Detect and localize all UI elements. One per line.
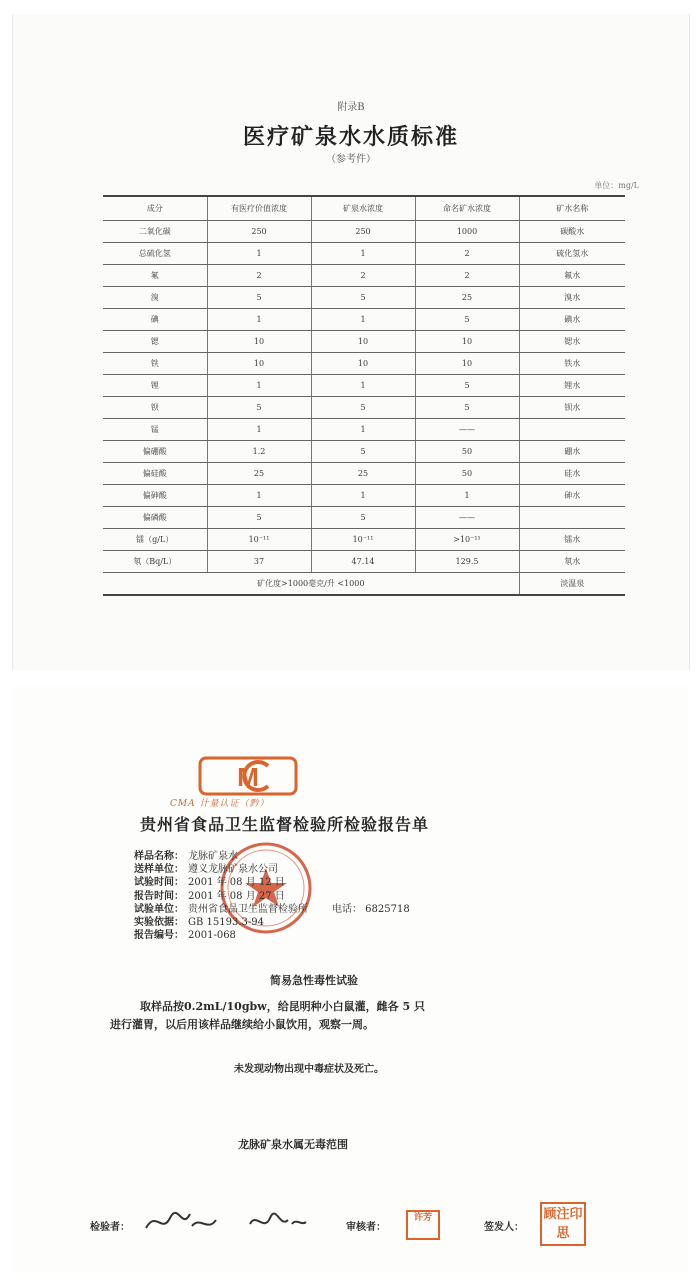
- table-cell: 250: [311, 221, 415, 243]
- appendix-label: 附录B: [337, 102, 365, 113]
- table-row: [103, 463, 625, 485]
- issuer-stamp: 顾注印思: [540, 1202, 586, 1246]
- table-cell: 二氧化碳: [103, 221, 207, 243]
- table-cell: 铁: [103, 353, 207, 375]
- table-cell: 总硫化氢: [103, 243, 207, 265]
- table-footer-row: [103, 573, 625, 596]
- table-cell: >10⁻¹¹: [415, 529, 519, 551]
- header-cell: 命名矿水浓度: [415, 196, 519, 221]
- cma-logo: [198, 756, 298, 796]
- table-row: [103, 419, 625, 441]
- table-row: [103, 375, 625, 397]
- info-row-sample: 样品名称： 龙脉矿泉水: [134, 851, 238, 862]
- table-cell: 10: [415, 353, 519, 375]
- table-cell: [519, 419, 625, 441]
- inspector-signature-icon: [142, 1204, 312, 1240]
- table-cell: 47.14: [311, 551, 415, 573]
- table-cell: 锰: [103, 419, 207, 441]
- table-cell: ——: [415, 507, 519, 529]
- table-cell: 氡（Bq/L）: [103, 551, 207, 573]
- issuer-label: 签发人：: [484, 1222, 524, 1233]
- table-cell: 1: [207, 375, 311, 397]
- table-cell: 10⁻¹¹: [207, 529, 311, 551]
- report-title: 贵州省食品卫生监督检验所检验报告单: [140, 815, 430, 834]
- table-cell: 5: [207, 287, 311, 309]
- table-cell: 偏磷酸: [103, 507, 207, 529]
- table-row: [103, 353, 625, 375]
- table-cell: 1: [311, 309, 415, 331]
- table-cell: 5: [415, 397, 519, 419]
- table-row: [103, 485, 625, 507]
- table-row: [103, 221, 625, 243]
- table-cell: 溴: [103, 287, 207, 309]
- table-cell: 1.2: [207, 441, 311, 463]
- table-cell: 硅水: [519, 463, 625, 485]
- table-cell: 50: [415, 441, 519, 463]
- table-cell: 25: [311, 463, 415, 485]
- info-row-test-unit: 试验单位： 贵州省食品卫生监督检验所 电话： 6825718: [134, 903, 410, 915]
- observation-text: 未发现动物出现中毒症状及死亡。: [234, 1064, 384, 1075]
- table-cell: 锶水: [519, 331, 625, 353]
- cma-caption: CMA 计量认证（黔）: [170, 799, 270, 809]
- table-header-row: [103, 196, 625, 221]
- table-row: [103, 397, 625, 419]
- table-cell: 砷水: [519, 485, 625, 507]
- info-row-sender: 送样单位： 遵义龙脉矿泉水公司: [134, 864, 278, 876]
- table-cell: 氟: [103, 265, 207, 287]
- table-cell: 1: [311, 419, 415, 441]
- table-cell: 氟水: [519, 265, 625, 287]
- table-cell: 5: [311, 397, 415, 419]
- table-cell: 硫化氢水: [519, 243, 625, 265]
- table-cell: 锶: [103, 331, 207, 353]
- table-row: [103, 331, 625, 353]
- table-cell: 10: [415, 331, 519, 353]
- table-cell: 1: [415, 485, 519, 507]
- table-cell: 1: [207, 485, 311, 507]
- table-cell: 5: [311, 507, 415, 529]
- table-cell: 250: [207, 221, 311, 243]
- table-row: [103, 243, 625, 265]
- table-cell: 50: [415, 463, 519, 485]
- table-cell: 10: [207, 331, 311, 353]
- table-cell: 5: [311, 441, 415, 463]
- header-cell: 矿水名称: [519, 196, 625, 221]
- table-cell: 5: [207, 397, 311, 419]
- report-sheet: [12, 686, 688, 1272]
- table-cell: [519, 507, 625, 529]
- info-row-report-number: 报告编号： 2001-068: [134, 930, 236, 942]
- svg-text:M: M: [237, 762, 259, 792]
- header-cell: 成分: [103, 196, 207, 221]
- table-cell: 37: [207, 551, 311, 573]
- table-row: [103, 551, 625, 573]
- conclusion-text: 龙脉矿泉水属无毒范围: [238, 1138, 348, 1151]
- table-cell: 129.5: [415, 551, 519, 573]
- table-row: [103, 265, 625, 287]
- table-cell: 10: [207, 353, 311, 375]
- table-cell: 25: [207, 463, 311, 485]
- unit-note: 单位：mg/L: [594, 181, 639, 190]
- table-row: [103, 287, 625, 309]
- table-cell: 镭水: [519, 529, 625, 551]
- appendix-subtitle: （参考件）: [326, 154, 376, 165]
- phone-number: 电话： 6825718: [332, 903, 410, 915]
- table-cell: 淡温泉: [519, 573, 625, 596]
- table-cell: 1: [207, 243, 311, 265]
- table-cell: 10: [311, 331, 415, 353]
- table-cell: 矿化度>1000毫克/升 <1000: [103, 573, 519, 596]
- table-cell: 偏硅酸: [103, 463, 207, 485]
- table-cell: 碳酸水: [519, 221, 625, 243]
- table-cell: 1: [311, 485, 415, 507]
- table-cell: 10: [311, 353, 415, 375]
- table-cell: 偏砷酸: [103, 485, 207, 507]
- table-cell: 硼水: [519, 441, 625, 463]
- table-row: [103, 441, 625, 463]
- reviewer-stamp: 许芳: [406, 1210, 440, 1240]
- table-row: [103, 507, 625, 529]
- table-row: [103, 309, 625, 331]
- table-body: [103, 221, 625, 596]
- table-cell: 5: [415, 309, 519, 331]
- report-info-block: [134, 850, 410, 942]
- table-cell: 钡: [103, 397, 207, 419]
- table-cell: 碘水: [519, 309, 625, 331]
- table-cell: 5: [207, 507, 311, 529]
- table-cell: 1000: [415, 221, 519, 243]
- table-cell: 镭（g/L）: [103, 529, 207, 551]
- table-cell: 锂: [103, 375, 207, 397]
- appendix-sheet: [12, 14, 690, 670]
- table-row: [103, 529, 625, 551]
- appendix-title: 医疗矿泉水水质标准: [242, 124, 459, 150]
- info-row-test-date: 试验时间： 2001 年 08 月 12 日: [134, 877, 285, 889]
- table-cell: 碘: [103, 309, 207, 331]
- inspector-label: 检验者：: [90, 1222, 130, 1233]
- table-cell: 10⁻¹¹: [311, 529, 415, 551]
- table-cell: 锂水: [519, 375, 625, 397]
- method-paragraph-line2: 进行灌胃，以后用该样品继续给小鼠饮用，观察一周。: [110, 1018, 374, 1031]
- reviewer-label: 审核者：: [346, 1222, 386, 1233]
- table-cell: 1: [207, 419, 311, 441]
- method-paragraph-line1: 取样品按0.2mL/10gbw，给昆明种小白鼠灌，雌各 5 只: [140, 1000, 425, 1013]
- table-cell: 2: [415, 243, 519, 265]
- table-cell: ——: [415, 419, 519, 441]
- table-cell: 1: [207, 309, 311, 331]
- table-cell: 偏硼酸: [103, 441, 207, 463]
- table-cell: 溴水: [519, 287, 625, 309]
- table-cell: 2: [311, 265, 415, 287]
- table-cell: 2: [415, 265, 519, 287]
- table-cell: 铁水: [519, 353, 625, 375]
- info-row-report-date: 报告时间： 2001 年 08 月 27 日: [134, 890, 285, 902]
- header-cell: 矿泉水浓度: [311, 196, 415, 221]
- water-quality-table: [103, 195, 625, 596]
- signature-row: [12, 1196, 688, 1256]
- table-cell: 5: [311, 287, 415, 309]
- section-title: 简易急性毒性试验: [270, 974, 358, 987]
- info-row-basis: 实验依据： GB 15193.3-94: [134, 917, 264, 929]
- table-cell: 1: [311, 375, 415, 397]
- table-cell: 25: [415, 287, 519, 309]
- header-cell: 有医疗价值浓度: [207, 196, 311, 221]
- table-cell: 钡水: [519, 397, 625, 419]
- table-cell: 氡水: [519, 551, 625, 573]
- table-cell: 5: [415, 375, 519, 397]
- table-cell: 2: [207, 265, 311, 287]
- table-cell: 1: [311, 243, 415, 265]
